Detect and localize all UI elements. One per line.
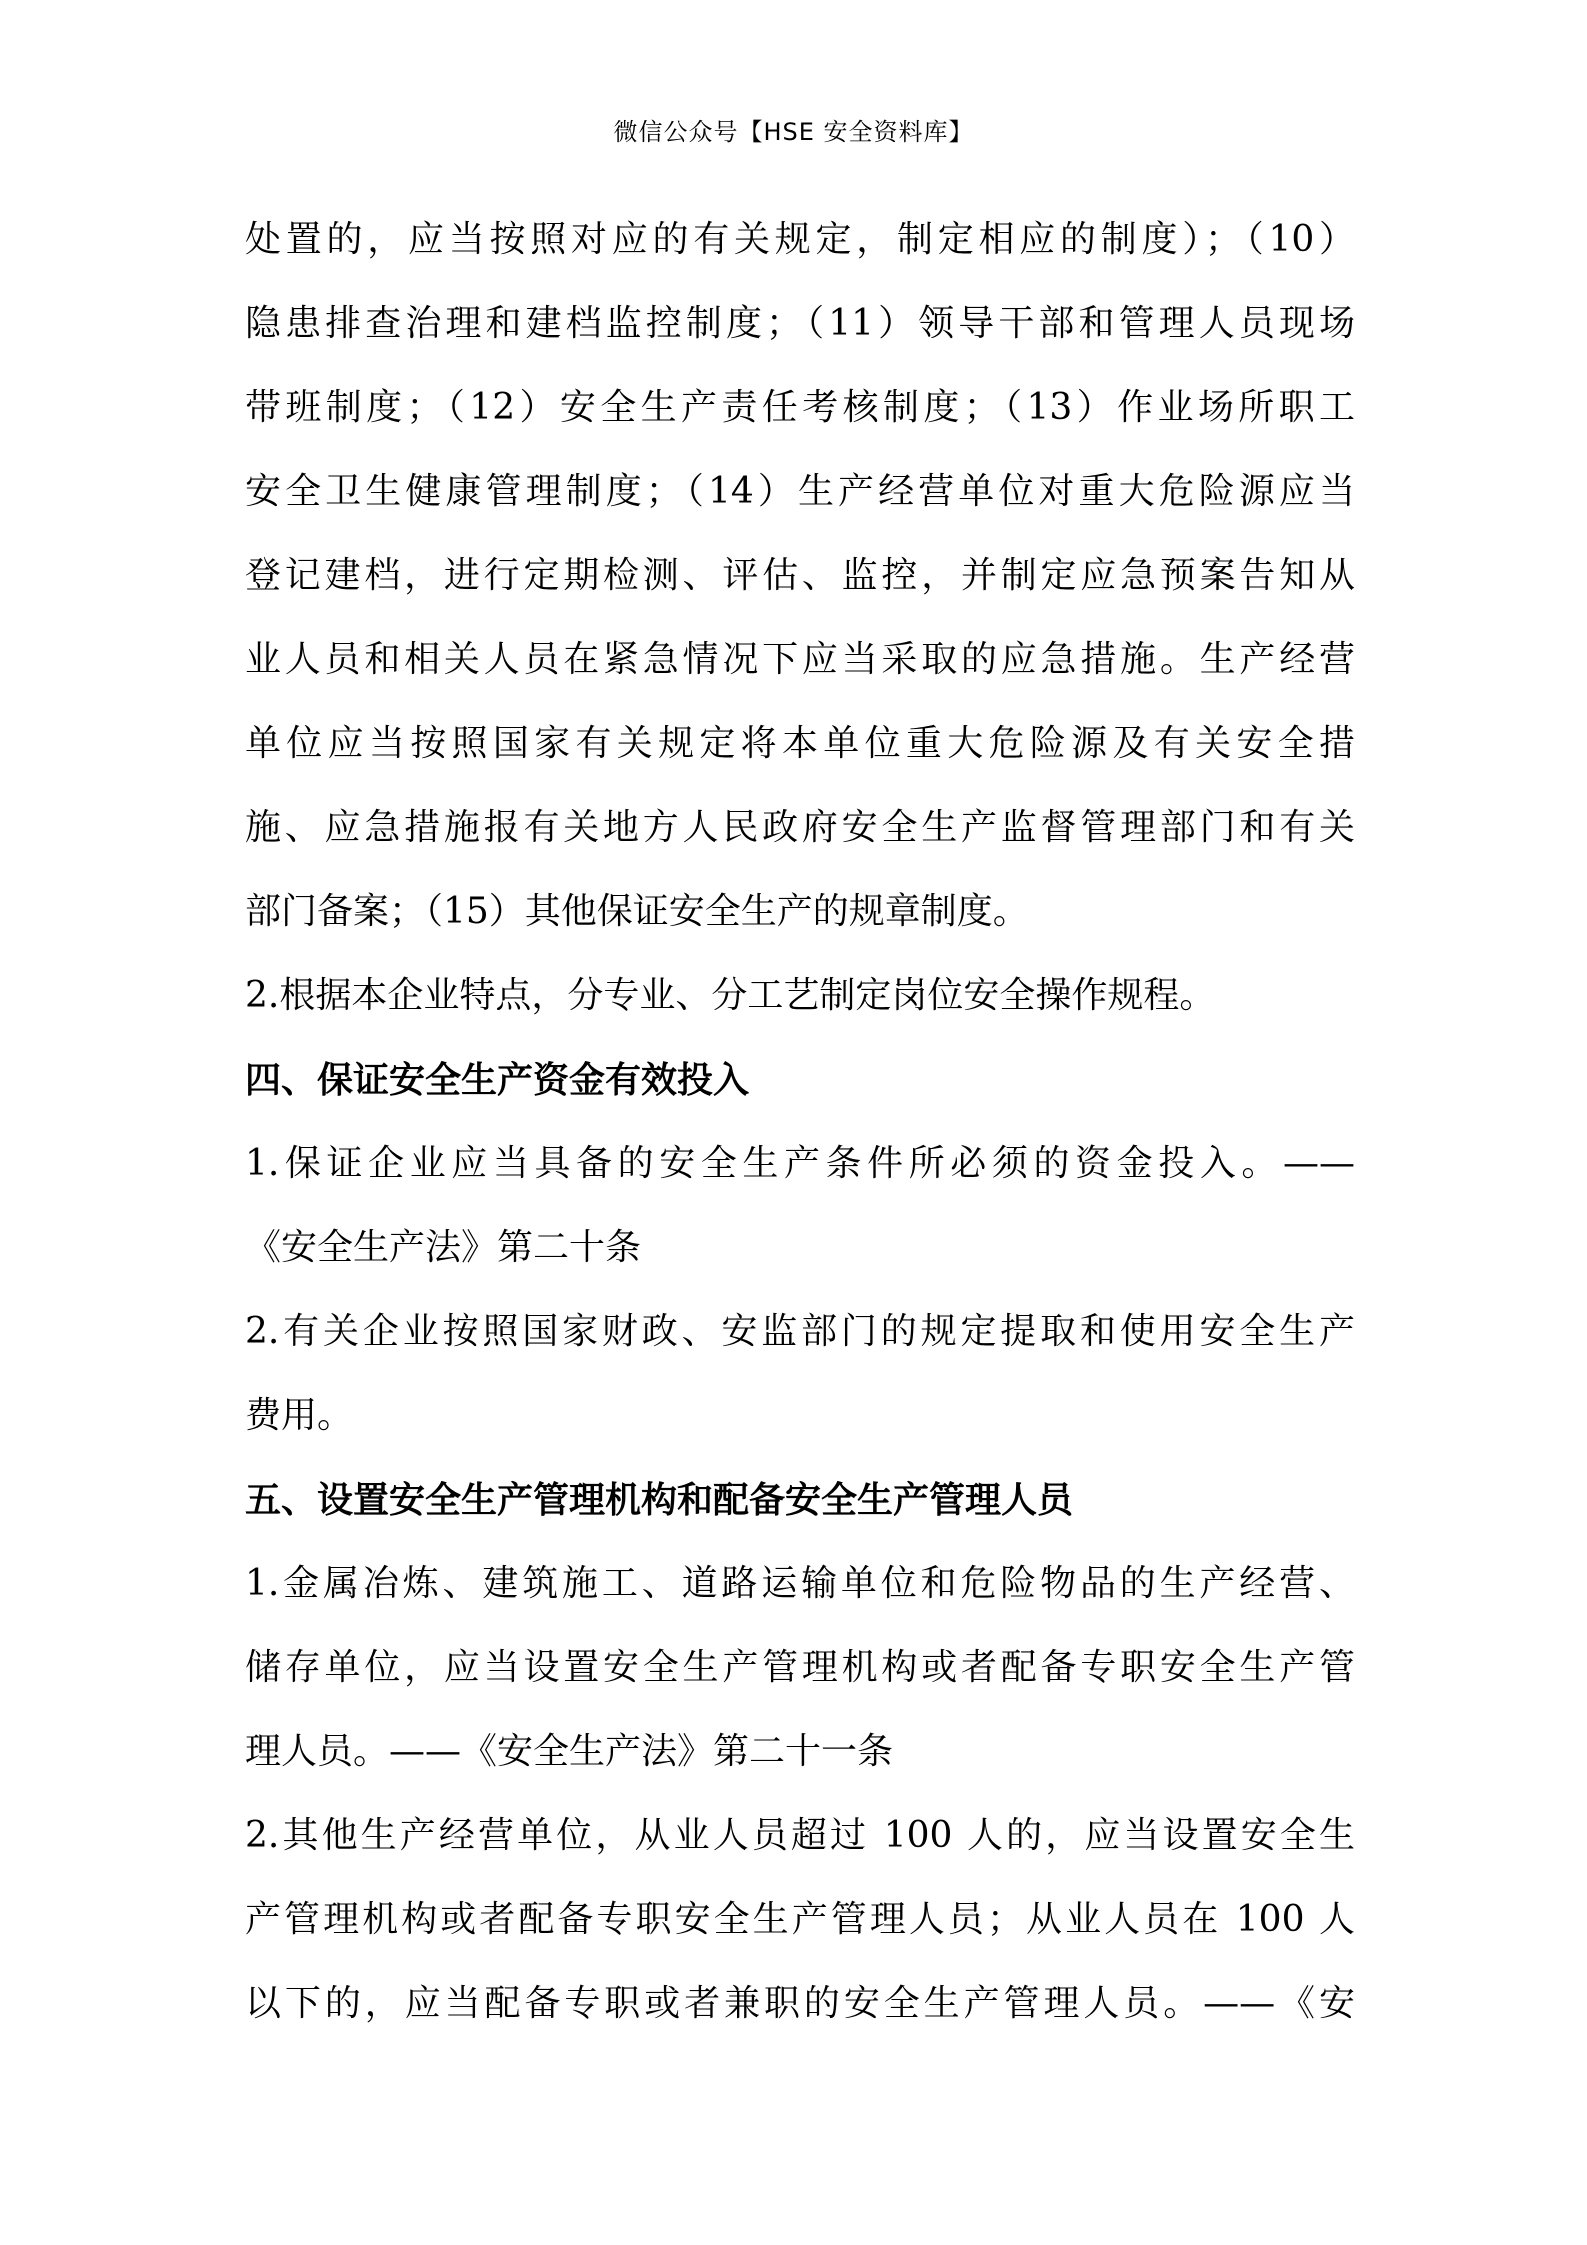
text-line: 安全卫生健康管理制度；（14）生产经营单位对重大危险源应当 — [245, 471, 1355, 512]
text-line: 1.金属冶炼、建筑施工、道路运输单位和危险物品的生产经营、 — [245, 1563, 1355, 1604]
text-line: 2.根据本企业特点，分专业、分工艺制定岗位安全操作规程。 — [245, 975, 1216, 1016]
text-line: 登记建档，进行定期检测、评估、监控，并制定应急预案告知从 — [245, 555, 1355, 596]
text-line: 产管理机构或者配备专职安全生产管理人员；从业人员在 100 人 — [245, 1899, 1355, 1940]
text-line: 储存单位，应当设置安全生产管理机构或者配备专职安全生产管 — [245, 1647, 1355, 1688]
section-heading: 四、保证安全生产资金有效投入 — [245, 1059, 750, 1101]
text-line: 业人员和相关人员在紧急情况下应当采取的应急措施。生产经营 — [245, 639, 1355, 680]
text-line: 单位应当按照国家有关规定将本单位重大危险源及有关安全措 — [245, 723, 1355, 764]
text-line: 理人员。——《安全生产法》第二十一条 — [245, 1731, 894, 1772]
text-line: 1.保证企业应当具备的安全生产条件所必须的资金投入。—— — [245, 1143, 1355, 1184]
text-line: 2.其他生产经营单位，从业人员超过 100 人的，应当设置安全生 — [245, 1815, 1355, 1856]
text-line: 费用。 — [245, 1395, 354, 1436]
text-line: 2.有关企业按照国家财政、安监部门的规定提取和使用安全生产 — [245, 1311, 1355, 1352]
text-line: 施、应急措施报有关地方人民政府安全生产监督管理部门和有关 — [245, 807, 1355, 848]
text-line: 以下的，应当配备专职或者兼职的安全生产管理人员。——《安 — [245, 1983, 1355, 2024]
section-heading: 五、设置安全生产管理机构和配备安全生产管理人员 — [245, 1479, 1074, 1521]
text-line: 部门备案；（15）其他保证安全生产的规章制度。 — [245, 891, 1029, 932]
text-line: 带班制度；（12）安全生产责任考核制度；（13）作业场所职工 — [245, 387, 1355, 428]
text-line: 处置的，应当按照对应的有关规定，制定相应的制度）；（10） — [245, 219, 1355, 260]
page-header: 微信公众号【HSE 安全资料库】 — [613, 118, 974, 146]
text-line: 隐患排查治理和建档监控制度；（11）领导干部和管理人员现场 — [245, 303, 1355, 344]
document-body — [245, 198, 1355, 2046]
text-line: 《安全生产法》第二十条 — [245, 1227, 642, 1268]
